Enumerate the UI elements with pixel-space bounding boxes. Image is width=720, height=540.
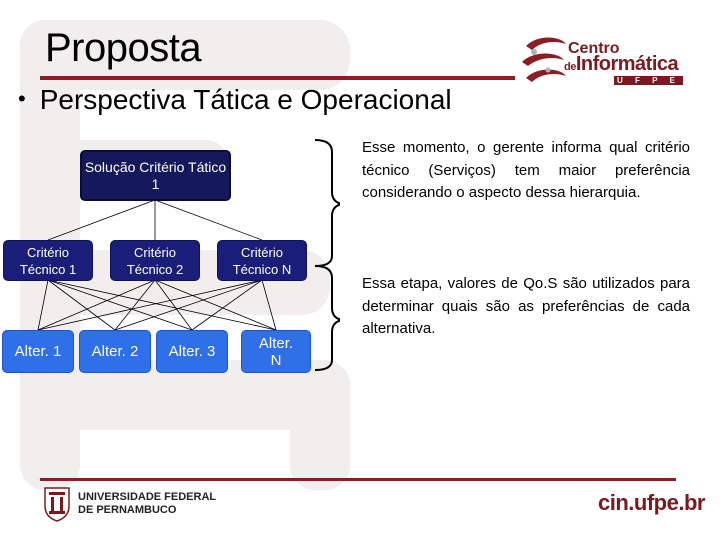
slide-title: Proposta bbox=[45, 26, 202, 70]
bullet-dot-icon: • bbox=[18, 86, 26, 111]
cin-swirl-icon bbox=[518, 32, 570, 88]
criterion-node-1: Critério Técnico 1 bbox=[3, 240, 93, 281]
logo-line2 bbox=[564, 53, 678, 76]
bullet-item bbox=[18, 84, 452, 116]
university-name-line1: UNIVERSIDADE FEDERAL bbox=[78, 491, 217, 503]
explanation-text-2: Essa etapa, valores de Qo.S são utilizados para determinar quais são as preferências de cada alternativa. bbox=[362, 275, 690, 337]
criterion-node-n: Critério Técnico N bbox=[217, 240, 307, 281]
logo-line1: Centro bbox=[568, 40, 620, 57]
university-name bbox=[78, 491, 216, 517]
alternative-node-1: Alter. 1 bbox=[2, 330, 74, 373]
bracket-icons bbox=[315, 140, 340, 370]
ufpe-crest-icon bbox=[42, 484, 72, 522]
logo-subtitle: U F P E bbox=[614, 76, 683, 85]
logo-line2-main: Informática bbox=[575, 53, 679, 75]
hierarchy-diagram bbox=[0, 130, 340, 390]
bullet-text: Perspectiva Tática e Operacional bbox=[39, 84, 452, 115]
explanation-text-1: Esse momento, o gerente informa qual critério técnico (Serviços) tem maior preferência considerando o aspecto dessa hierarquia. bbox=[362, 139, 690, 201]
cin-logo bbox=[518, 30, 688, 90]
footer-divider bbox=[40, 478, 676, 481]
alternative-node-n: Alter. N bbox=[241, 330, 311, 373]
alternative-node-3: Alter. 3 bbox=[156, 330, 228, 373]
title-divider bbox=[40, 76, 515, 80]
tactical-solution-node: Solução Critério Tático 1 bbox=[80, 150, 231, 201]
criterion-node-2: Critério Técnico 2 bbox=[110, 240, 200, 281]
alternative-node-2: Alter. 2 bbox=[79, 330, 151, 373]
logo-line2-prefix: de bbox=[564, 61, 576, 73]
site-url: cin.ufpe.br bbox=[598, 490, 705, 515]
university-name-line2: DE PERNAMBUCO bbox=[78, 504, 177, 516]
